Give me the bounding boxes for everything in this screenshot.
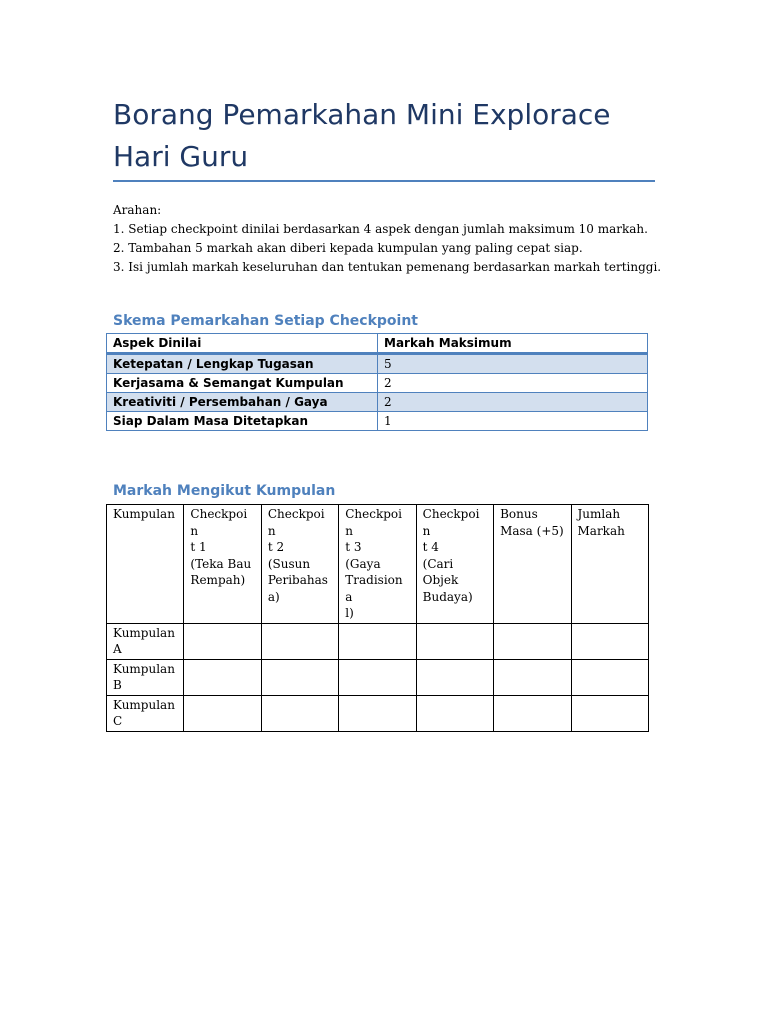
max-mark-cell: 2	[378, 393, 648, 412]
header-text: Objek	[422, 573, 459, 587]
header-text: t 3	[345, 540, 362, 554]
header-text: (Susun	[267, 556, 311, 571]
mark-entry-cell[interactable]	[571, 695, 649, 731]
mark-entry-cell[interactable]	[416, 695, 493, 731]
instruction-item: 1. Setiap checkpoint dinilai berdasarkan 4 aspek dengan jumlah maksimum 10 markah.	[113, 222, 648, 236]
header-text: Checkpoin	[345, 507, 402, 538]
mark-entry-cell[interactable]	[416, 659, 493, 695]
group-name-cell	[107, 695, 184, 731]
header-text: l)	[345, 606, 354, 620]
mark-entry-cell[interactable]	[571, 659, 649, 695]
mark-entry-cell[interactable]	[184, 623, 261, 659]
instructions-heading: Arahan:	[113, 203, 162, 217]
header-text: Checkpoin	[190, 507, 248, 538]
table-row	[107, 412, 648, 431]
header-text: t 1	[190, 540, 207, 554]
column-header-total	[571, 505, 649, 624]
header-text: a)	[267, 589, 280, 604]
group-name-text: B	[113, 678, 122, 692]
mark-entry-cell[interactable]	[416, 623, 493, 659]
table-row	[107, 659, 649, 695]
table-row	[107, 354, 648, 374]
table-header-row	[107, 505, 649, 624]
max-mark-cell: 1	[378, 412, 648, 431]
header-text: Jumlah	[577, 507, 621, 521]
mark-entry-cell[interactable]	[261, 695, 338, 731]
group-marks-table	[106, 504, 649, 732]
title-divider	[113, 180, 655, 182]
header-text: Bonus	[500, 507, 538, 521]
group-name-cell	[107, 659, 184, 695]
column-header-checkpoint-1	[184, 505, 261, 624]
mark-entry-cell[interactable]	[261, 623, 338, 659]
column-header-bonus	[494, 505, 571, 624]
instruction-item: 2. Tambahan 5 markah akan diberi kepada kumpulan yang paling cepat siap.	[113, 241, 583, 255]
aspect-cell: Kreativiti / Persembahan / Gaya	[107, 393, 378, 412]
scoring-scheme-table	[106, 333, 648, 431]
instruction-item: 3. Isi jumlah markah keseluruhan dan tentukan pemenang berdasarkan markah tertinggi.	[113, 260, 662, 274]
marks-heading: Markah Mengikut Kumpulan	[113, 483, 336, 499]
group-name-text: Kumpulan	[113, 661, 175, 676]
column-header-checkpoint-4	[416, 505, 493, 624]
max-mark-cell: 5	[378, 354, 648, 374]
title-line-2: Hari Guru	[113, 140, 249, 173]
header-text: Peribahas	[267, 573, 328, 587]
header-text: Checkpoin	[422, 507, 480, 538]
header-text: Masa (+5)	[500, 523, 564, 538]
table-header-row	[107, 334, 648, 354]
header-text: (Gaya	[345, 556, 381, 571]
group-name-text: Kumpulan	[113, 697, 175, 712]
mark-entry-cell[interactable]	[184, 695, 261, 731]
header-text: Budaya)	[422, 589, 473, 604]
header-text: (Cari	[422, 556, 454, 571]
column-header-checkpoint-3	[339, 505, 416, 624]
title-line-1: Borang Pemarkahan Mini Explorace	[113, 98, 611, 131]
header-text: Kumpulan	[113, 507, 175, 521]
group-name-text: C	[113, 714, 123, 728]
table-row	[107, 393, 648, 412]
table-row	[107, 623, 649, 659]
mark-entry-cell[interactable]	[571, 623, 649, 659]
column-header-max: Markah Maksimum	[378, 334, 648, 354]
mark-entry-cell[interactable]	[494, 695, 571, 731]
header-text: Checkpoin	[267, 507, 325, 538]
mark-entry-cell[interactable]	[494, 659, 571, 695]
header-text: Tradisiona	[345, 573, 403, 604]
group-name-text: Kumpulan	[113, 625, 175, 640]
header-text: t 2	[267, 540, 285, 554]
mark-entry-cell[interactable]	[184, 659, 261, 695]
group-name-text: A	[113, 642, 122, 656]
aspect-cell: Siap Dalam Masa Ditetapkan	[107, 412, 378, 431]
max-mark-cell: 2	[378, 374, 648, 393]
column-header-aspect: Aspek Dinilai	[107, 334, 378, 354]
aspect-cell: Ketepatan / Lengkap Tugasan	[107, 354, 378, 374]
mark-entry-cell[interactable]	[339, 659, 416, 695]
group-name-cell	[107, 623, 184, 659]
header-text: t 4	[422, 540, 439, 554]
mark-entry-cell[interactable]	[494, 623, 571, 659]
mark-entry-cell[interactable]	[339, 623, 416, 659]
aspect-cell: Kerjasama & Semangat Kumpulan	[107, 374, 378, 393]
scheme-heading: Skema Pemarkahan Setiap Checkpoint	[113, 313, 418, 329]
instructions-block	[113, 201, 673, 277]
header-text: Rempah)	[190, 573, 246, 587]
column-header-checkpoint-2	[261, 505, 338, 624]
mark-entry-cell[interactable]	[261, 659, 338, 695]
header-text: Markah	[577, 523, 625, 538]
table-row	[107, 374, 648, 393]
column-header-group	[107, 505, 184, 624]
header-text: (Teka Bau	[190, 556, 252, 571]
mark-entry-cell[interactable]	[339, 695, 416, 731]
document-title	[113, 94, 655, 178]
table-row	[107, 695, 649, 731]
